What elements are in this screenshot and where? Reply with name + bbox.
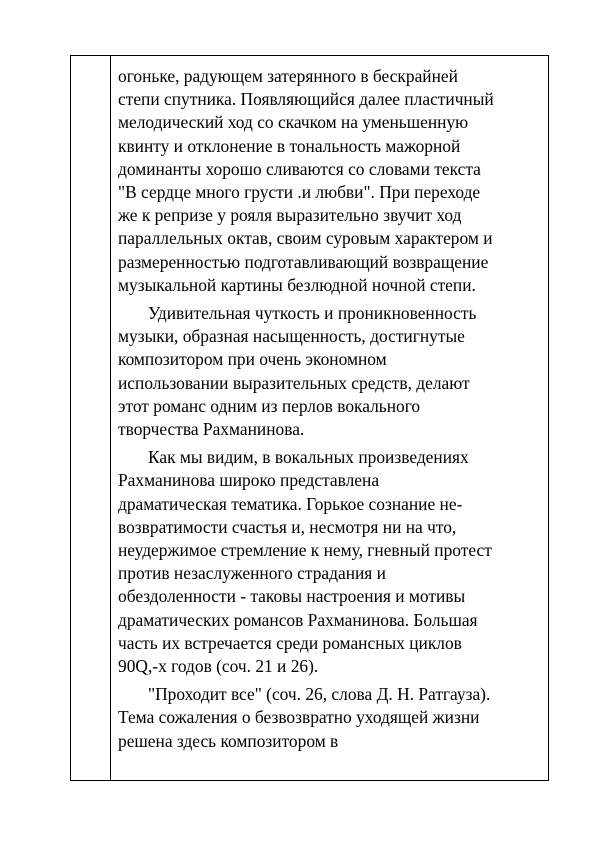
text-line: параллельных октав, своим суровым характером и (118, 228, 493, 249)
text-line: использовании выразительных средств, делают (118, 372, 470, 393)
paragraph (118, 683, 546, 753)
text-line: мелодический ход со скачком на уменьшенную (118, 112, 469, 133)
text-line: композитором при очень экономном (118, 349, 387, 370)
text-line: Как мы видим, в вокальных произведениях (148, 447, 469, 468)
text-line: Рахманинова широко представлена (118, 470, 380, 491)
text-line: этот романс одним из перлов вокального (118, 395, 421, 416)
text-line: драматическая тематика. Горькое сознание не- (118, 493, 463, 514)
text-line: музыкальной картины безлюдной ночной степи. (118, 274, 476, 295)
text-line: обездоленности - таковы настроения и мотивы (118, 586, 466, 607)
text-line: огоньке, радующем затерянного в бескрайней (118, 66, 458, 86)
text-content (118, 65, 546, 758)
text-line: "Проходит все" (соч. 26, слова Д. Н. Ратгауза). (148, 684, 491, 705)
text-line: часть их встречается среди романсных циклов (118, 632, 462, 653)
page-frame (70, 55, 549, 781)
paragraph (118, 65, 546, 297)
text-line: Тема сожаления о безвозвратно уходящей жизни (118, 707, 480, 728)
text-line: степи спутника. Появляющийся далее пластичный (118, 89, 494, 110)
text-line: доминанты хорошо сливаются со словами текста (118, 158, 481, 179)
text-line: музыки, образная насыщенность, достигнутые (118, 326, 465, 347)
text-line: драматических романсов Рахманинова. Большая (118, 609, 478, 630)
text-line: творчества Рахманинова. (118, 419, 305, 440)
paragraph (118, 302, 546, 441)
text-line: "В сердце много грусти .и любви". При переходе (118, 182, 481, 203)
text-line: возвратимости счастья и, несмотря ни на что, (118, 516, 457, 537)
text-line: квинту и отклонение в тональность мажорной (118, 135, 461, 156)
text-line: 90Q,-х годов (соч. 21 и 26). (118, 656, 319, 677)
text-line: против незаслуженного страдания и (118, 563, 386, 584)
text-line: же к репризе у рояля выразительно звучит ход (118, 205, 462, 226)
text-line: размеренностью подготавливающий возвращение (118, 251, 489, 272)
left-margin-column (71, 56, 111, 780)
text-line: неудержимое стремление к нему, гневный протест (118, 540, 492, 561)
text-line: Удивительная чуткость и проникновенность (148, 303, 477, 324)
paragraph (118, 446, 546, 678)
text-line: решена здесь композитором в (118, 730, 339, 751)
